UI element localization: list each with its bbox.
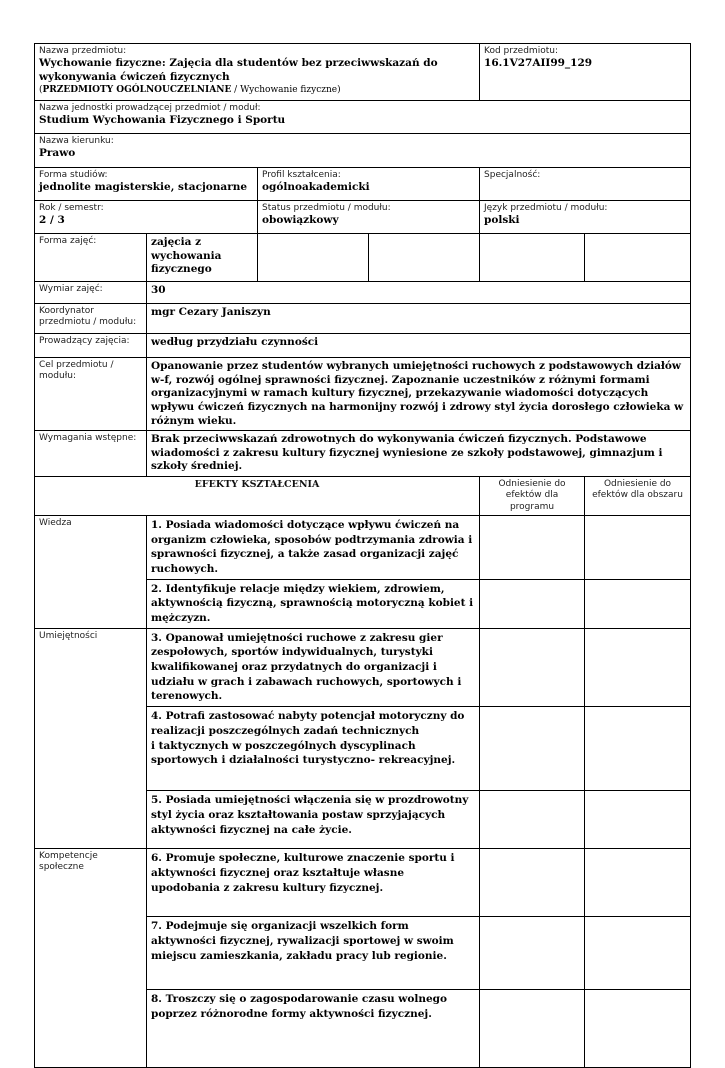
course-card <box>34 43 690 1068</box>
lecturer-value-cell <box>147 334 691 358</box>
course-name-label: Nazwa przedmiotu: <box>39 46 127 56</box>
effect-area-ref <box>585 628 691 706</box>
language-value: polski <box>484 214 520 227</box>
goal-label: Cel przedmiotu / modułu: <box>39 360 114 382</box>
hours-value-cell <box>147 282 691 304</box>
effect-cell <box>147 707 480 791</box>
effect-program-ref <box>480 791 585 849</box>
effect-area-ref <box>585 849 691 917</box>
year-value: 2 / 3 <box>39 214 65 227</box>
effect-text: 7. Podejmuje się organizacji wszelkich form aktywności fizycznej, rywalizacji sportowej w swoim miejscu zamieszkania, zakładu pracy lub regionie. <box>151 920 454 962</box>
specialty-cell <box>480 168 691 201</box>
effect-area-ref <box>585 707 691 791</box>
effect-cell <box>147 849 480 917</box>
course-code-cell <box>480 44 691 101</box>
course-name-cell <box>35 44 480 101</box>
field-label: Nazwa kierunku: <box>39 136 114 146</box>
study-form-value: jednolite magisterskie, stacjonarne <box>39 181 248 194</box>
course-category: PRZEDMIOTY OGÓLNOUCZELNIANE <box>42 84 232 95</box>
course-category-line <box>39 85 475 96</box>
unit-cell <box>35 101 691 134</box>
hours-label-cell <box>35 282 147 304</box>
course-code-label: Kod przedmiotu: <box>484 46 558 56</box>
prerequisites-value-cell <box>147 431 691 477</box>
effect-program-ref <box>480 990 585 1068</box>
effect-program-ref <box>480 707 585 791</box>
lecturer-label: Prowadzący zajęcia: <box>39 336 130 346</box>
specialty-label: Specjalność: <box>484 170 541 180</box>
effect-area-ref <box>585 791 691 849</box>
year-cell <box>35 201 258 234</box>
course-category-paren: ( <box>39 84 43 95</box>
course-subcategory: / Wychowanie fizyczne) <box>231 84 341 95</box>
lecturer-value: według przydziału czynności <box>151 336 319 348</box>
class-form-value-cell <box>147 234 258 282</box>
effect-cell <box>147 579 480 628</box>
effect-cell <box>147 990 480 1068</box>
effect-area-ref <box>585 579 691 628</box>
field-value: Prawo <box>39 147 76 160</box>
effect-area-ref <box>585 515 691 579</box>
social-label: Kompetencje społeczne <box>39 851 98 873</box>
lecturer-label-cell <box>35 334 147 358</box>
knowledge-label: Wiedza <box>39 517 72 528</box>
unit-label: Nazwa jednostki prowadzącej przedmiot / moduł: <box>39 103 261 113</box>
social-label-cell <box>35 849 147 1068</box>
col-program-cell <box>480 477 585 516</box>
col-program-header: Odniesienie do efektów dla programu <box>498 479 566 512</box>
effect-program-ref <box>480 849 585 917</box>
class-form-empty-cell <box>258 234 369 282</box>
coordinator-label: Koordynator przedmiotu / modułu: <box>39 306 137 328</box>
effect-program-ref <box>480 515 585 579</box>
profile-cell <box>258 168 480 201</box>
course-code-value: 16.1V27AII99_129 <box>484 57 593 70</box>
skills-label-cell <box>35 628 147 848</box>
hours-value: 30 <box>151 284 166 296</box>
class-form-empty-cell <box>585 234 691 282</box>
prerequisites-label: Wymagania wstępne: <box>39 433 137 444</box>
effect-text: 4. Potrafi zastosować nabyty potencjał motoryczny do realizacji poszczególnych zadań technicznych i taktycznych w poszczególnych dyscyplinach sportowych i działalności turystyczno- rekreacyjnej. <box>151 710 465 767</box>
class-form-label-cell <box>35 234 147 282</box>
year-label: Rok / semestr: <box>39 203 104 213</box>
effect-text: 6. Promuje społeczne, kulturowe znaczenie sportu i aktywności fizycznej oraz kształtuje własne upodobania z zakresu kultury fizycznej. <box>151 852 455 894</box>
course-name-value: Wychowanie fizyczne: Zajęcia dla studentów bez przeciwwskazań do wykonywania ćwiczeń fizycznych <box>39 57 438 83</box>
unit-value: Studium Wychowania Fizycznego i Sportu <box>39 114 286 127</box>
effect-cell <box>147 917 480 990</box>
course-card-table <box>34 43 691 1068</box>
hours-label: Wymiar zajęć: <box>39 284 103 294</box>
effect-area-ref <box>585 990 691 1068</box>
effect-text: 2. Identyfikuje relacje między wiekiem, zdrowiem, aktywnością fizyczną, sprawnością motoryczną kobiet i mężczyzn. <box>151 582 474 624</box>
goal-label-cell <box>35 358 147 431</box>
effects-header: EFEKTY KSZTAŁCENIA <box>194 479 320 491</box>
status-value: obowiązkowy <box>262 214 339 227</box>
knowledge-label-cell <box>35 515 147 628</box>
class-form-label: Forma zajęć: <box>39 236 97 246</box>
profile-label: Profil kształcenia: <box>262 170 341 180</box>
class-form-empty-cell <box>480 234 585 282</box>
coordinator-value-cell <box>147 304 691 334</box>
effect-program-ref <box>480 628 585 706</box>
language-label: Język przedmiotu / modułu: <box>484 203 608 213</box>
effect-text: 3. Opanował umiejętności ruchowe z zakresu gier zespołowych, sportów indywidualnych, turystyki kwalifikowanej oraz przydatnych do organizacji i udziału w grach i zabawach ruchowych, sportowych i terenowych. <box>151 631 462 703</box>
status-cell <box>258 201 480 234</box>
study-form-label: Forma studiów: <box>39 170 108 180</box>
prerequisites-value: Brak przeciwwskazań zdrowotnych do wykonywania ćwiczeń fizycznych. Podstawowe wiadomości z zakresu kultury fizycznej wyniesione ze szkoły podstawowej, gimnazjum i szkoły średniej. <box>151 433 663 473</box>
effect-program-ref <box>480 579 585 628</box>
effect-area-ref <box>585 917 691 990</box>
effect-cell <box>147 791 480 849</box>
class-form-value: zajęcia z wychowania fizycznego <box>151 236 222 276</box>
class-form-empty-cell <box>369 234 480 282</box>
status-label: Status przedmiotu / modułu: <box>262 203 391 213</box>
coordinator-value: mgr Cezary Janiszyn <box>151 306 271 318</box>
effect-cell <box>147 515 480 579</box>
coordinator-label-cell <box>35 304 147 334</box>
language-cell <box>480 201 691 234</box>
field-cell <box>35 134 691 168</box>
effect-text: 1. Posiada wiadomości dotyczące wpływu ćwiczeń na organizm człowieka, sposobów podtrzymania zdrowia i sprawności fizycznej, a także zasad organizacji zajęć ruchowych. <box>151 518 473 575</box>
effects-header-cell <box>35 477 480 516</box>
effect-cell <box>147 628 480 706</box>
col-area-header: Odniesienie do efektów dla obszaru <box>592 479 683 501</box>
goal-value-cell <box>147 358 691 431</box>
profile-value: ogólnoakademicki <box>262 181 370 194</box>
study-form-cell <box>35 168 258 201</box>
col-area-cell <box>585 477 691 516</box>
skills-label: Umiejętności <box>39 630 98 641</box>
prerequisites-label-cell <box>35 431 147 477</box>
effect-text: 8. Troszczy się o zagospodarowanie czasu wolnego poprzez różnorodne formy aktywności fizycznej. <box>151 993 447 1020</box>
effect-program-ref <box>480 917 585 990</box>
goal-value: Opanowanie przez studentów wybranych umiejętności ruchowych z podstawowych działów w-f, rozwój ogólnej sprawności fizycznej. Zapoznanie uczestników z różnymi formami organizacyjnymi w ramach kultury fizycznej, przekazywanie wiadomości dotyczących wpływu ćwiczeń fizycznych na harmonijny rozwój i zdrowy styl życia dorosłego człowieka w różnym wieku. <box>151 360 684 427</box>
effect-text: 5. Posiada umiejętności włączenia się w prozdrowotny styl życia oraz kształtowania postaw sprzyjających aktywności fizycznej na całe życie. <box>151 794 469 836</box>
